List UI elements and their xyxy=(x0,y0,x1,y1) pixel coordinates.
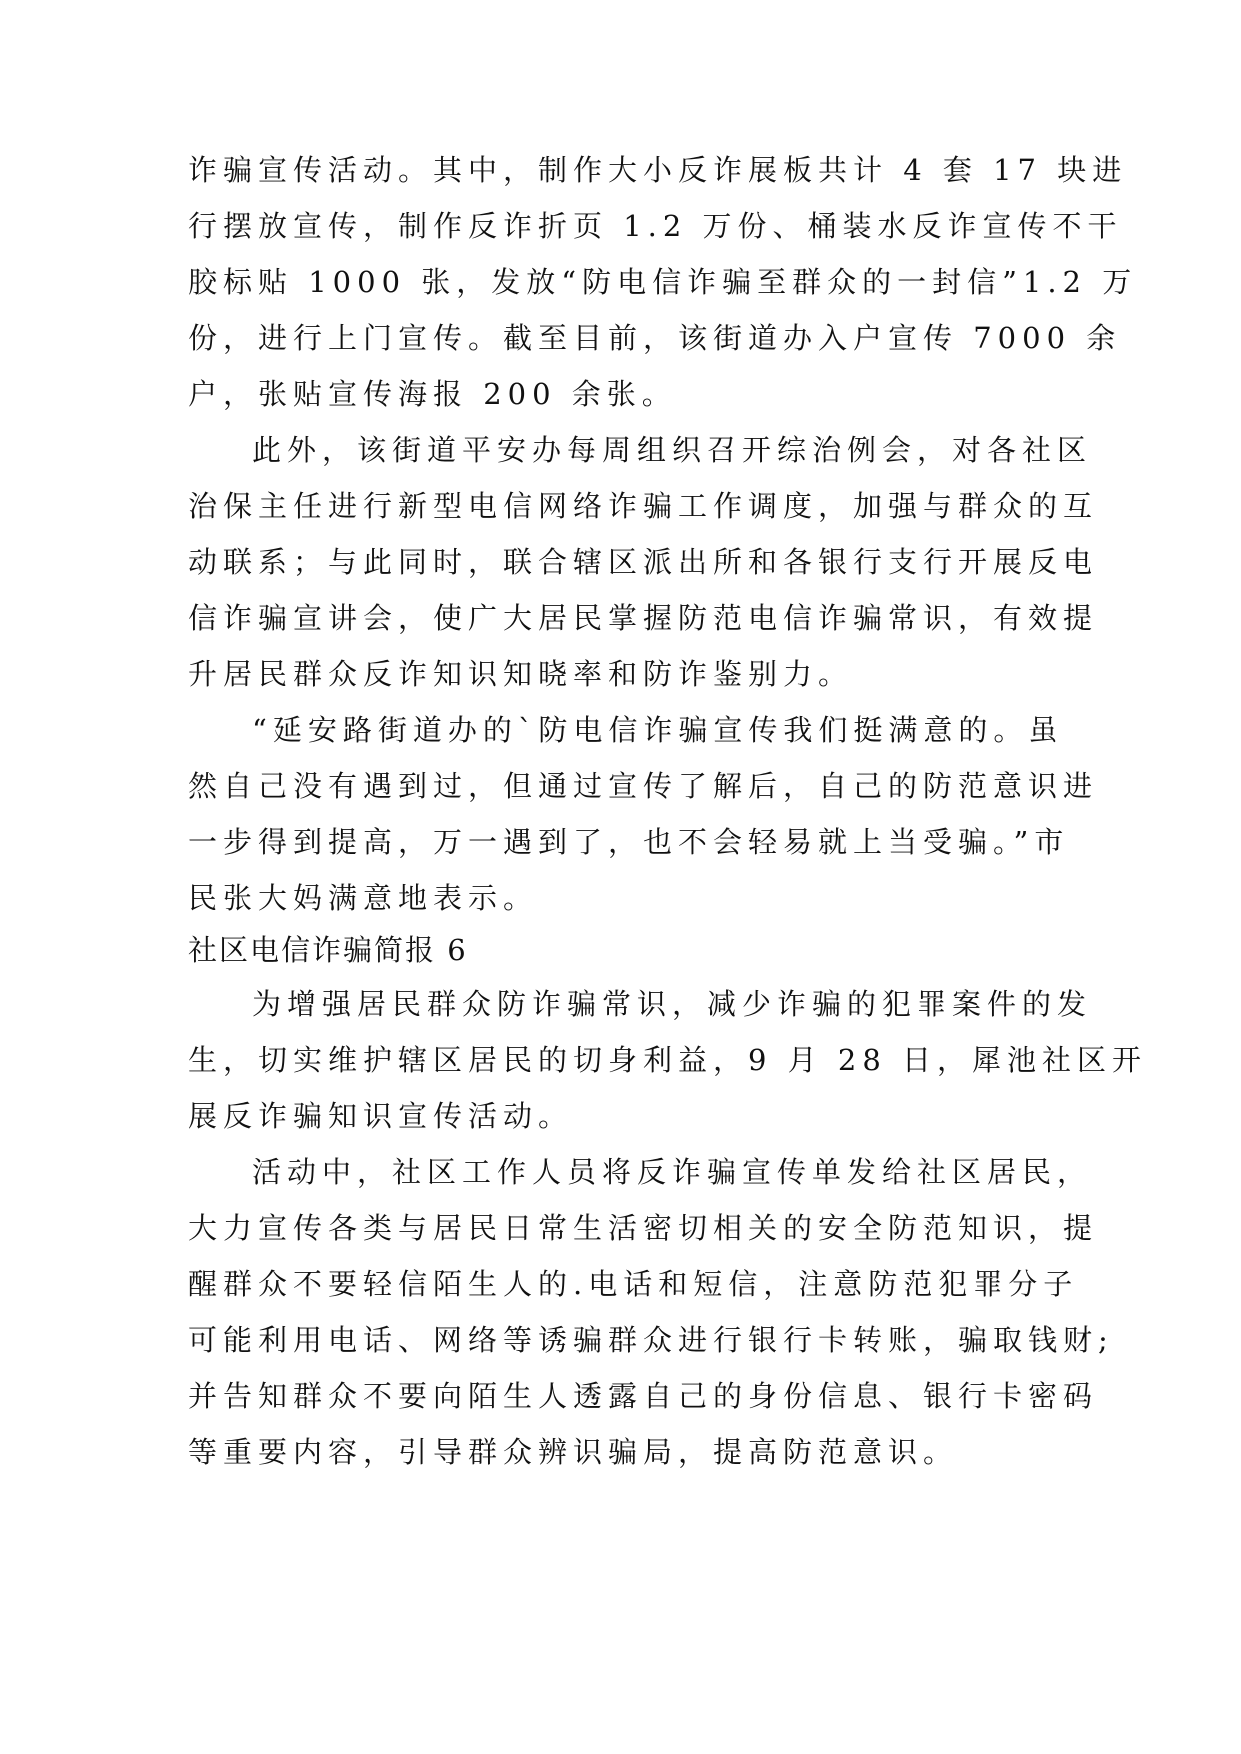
section-heading: 社区电信诈骗简报 6 xyxy=(188,933,468,967)
paragraph-first-line: 活动中，社区工作人员将反诈骗宣传单发给社区居民， xyxy=(252,1155,1093,1189)
text-line: 醒群众不要轻信陌生人的.电话和短信，注意防范犯罪分子 xyxy=(188,1267,1079,1301)
text-line: 一步得到提高，万一遇到了，也不会轻易就上当受骗。”市 xyxy=(188,825,1070,859)
text-line: 大力宣传各类与居民日常生活密切相关的安全防范知识，提 xyxy=(188,1211,1099,1245)
text-line: 治保主任进行新型电信网络诈骗工作调度，加强与群众的互 xyxy=(188,489,1099,523)
paragraph-first-line: “延安路街道办的`防电信诈骗宣传我们挺满意的。虽 xyxy=(252,713,1064,747)
text-line: 份，进行上门宣传。截至目前，该街道办入户宣传 7000 余 xyxy=(188,321,1122,355)
text-line: 行摆放宣传，制作反诈折页 1.2 万份、桶装水反诈宣传不干 xyxy=(188,209,1123,243)
paragraph-first-line: 为增强居民群众防诈骗常识，减少诈骗的犯罪案件的发 xyxy=(252,987,1093,1021)
text-line: 然自己没有遇到过，但通过宣传了解后，自己的防范意识进 xyxy=(188,769,1099,803)
text-line: 动联系；与此同时，联合辖区派出所和各银行支行开展反电 xyxy=(188,545,1099,579)
text-line: 信诈骗宣讲会，使广大居民掌握防范电信诈骗常识，有效提 xyxy=(188,601,1099,635)
text-line: 胶标贴 1000 张，发放“防电信诈骗至群众的一封信”1.2 万 xyxy=(188,265,1138,299)
text-line: 等重要内容，引导群众辨识骗局，提高防范意识。 xyxy=(188,1435,959,1469)
text-line: 可能利用电话、网络等诱骗群众进行银行卡转账，骗取钱财; xyxy=(188,1323,1114,1357)
text-line: 民张大妈满意地表示。 xyxy=(188,881,539,915)
text-line: 升居民群众反诈知识知晓率和防诈鉴别力。 xyxy=(188,657,854,691)
text-line: 展反诈骗知识宣传活动。 xyxy=(188,1099,574,1133)
text-line: 户，张贴宣传海报 200 余张。 xyxy=(188,377,677,411)
paragraph-first-line: 此外，该街道平安办每周组织召开综治例会，对各社区 xyxy=(252,433,1093,467)
text-line: 并告知群众不要向陌生人透露自己的身份信息、银行卡密码 xyxy=(188,1379,1099,1413)
text-line: 生，切实维护辖区居民的切身利益，9 月 28 日，犀池社区开 xyxy=(188,1043,1148,1077)
text-line: 诈骗宣传活动。其中，制作大小反诈展板共计 4 套 17 块进 xyxy=(188,153,1128,187)
